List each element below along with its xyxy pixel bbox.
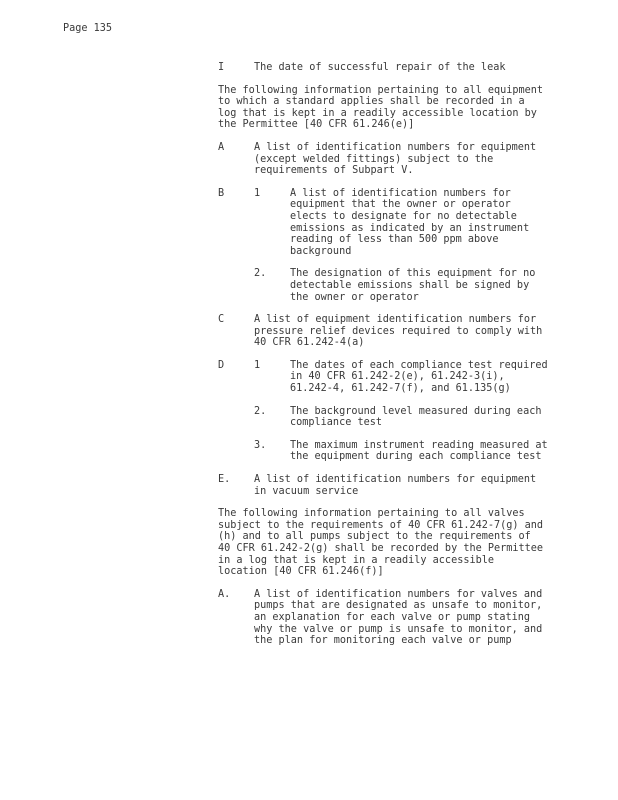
item-marker: I [218,62,225,73]
item-marker: C [218,314,225,326]
sub-item-marker: 1 [254,187,261,199]
item-marker: B [218,187,225,199]
document-body [218,62,548,658]
list-item-d-1 [218,360,548,395]
item-text: The designation of this equipment for no detectable emissions shall be signed by the owner or operator [290,268,536,303]
page-number: Page 135 [63,23,113,34]
list-item-b-1 [218,188,548,258]
item-marker: A [218,141,225,153]
list-item-b-2 [218,268,548,303]
item-marker: A. [218,588,231,600]
list-item-d-2 [218,406,548,429]
paragraph-equipment-log: The following information pertaining to all equipment to which a standard applies shall be recorded in a log that is kept in a readily accessible location by the Permittee [40 CFR 61.246(e)] [218,84,544,131]
list-item-d-3 [218,440,548,463]
paragraph-valves-pumps-log: The following information pertaining to all valves subject to the requirements of 40 CFR 61.242-7(g) and (h) and to all pumps subject to the requirements of 40 CFR 61.242-2(g) shall be recorded by the Permittee in a log that is kept in a readily accessible location [40 CFR 61.246(f)] [218,508,544,578]
item-text: A list of identification numbers for equipment (except welded fittings) subject to the requirements of Subpart V. [254,141,537,177]
list-item-a [218,142,548,177]
sub-item-marker: 2. [254,268,267,280]
item-text: A list of identification numbers for equipment in vacuum service [254,474,537,497]
item-text: A list of identification numbers for equipment that the owner or operator elects to designate for no detectable emissions as indicated by an instrument reading of less than 500 ppm above background [290,187,530,257]
list-item-e [218,474,548,497]
item-text: The date of successful repair of the leak [254,62,506,73]
item-marker: D [218,359,225,371]
sub-item-marker: 3. [254,439,267,451]
item-text: The maximum instrument reading measured at the equipment during each compliance test [290,439,548,463]
list-item-c [218,314,548,349]
item-text: A list of equipment identification numbers for pressure relief devices required to comply with 40 CFR 61.242-4(a) [254,314,543,349]
sub-item-marker: 2. [254,405,267,417]
item-text: A list of identification numbers for valves and pumps that are designated as unsafe to monitor, an explanation for each valve or pump stating why the valve or pump is unsafe to monitor, and the plan for monitoring each valve or pump [254,588,543,647]
sub-item-marker: 1 [254,359,261,371]
list-item-a-valves [218,589,548,647]
item-marker: E. [218,474,231,486]
list-item-i [218,62,548,74]
item-text: The background level measured during each compliance test [290,405,542,429]
item-text: The dates of each compliance test required in 40 CFR 61.242-2(e), 61.242-3(i), 61.242-4, 61.242-7(f), and 61.135(g) [290,359,548,395]
